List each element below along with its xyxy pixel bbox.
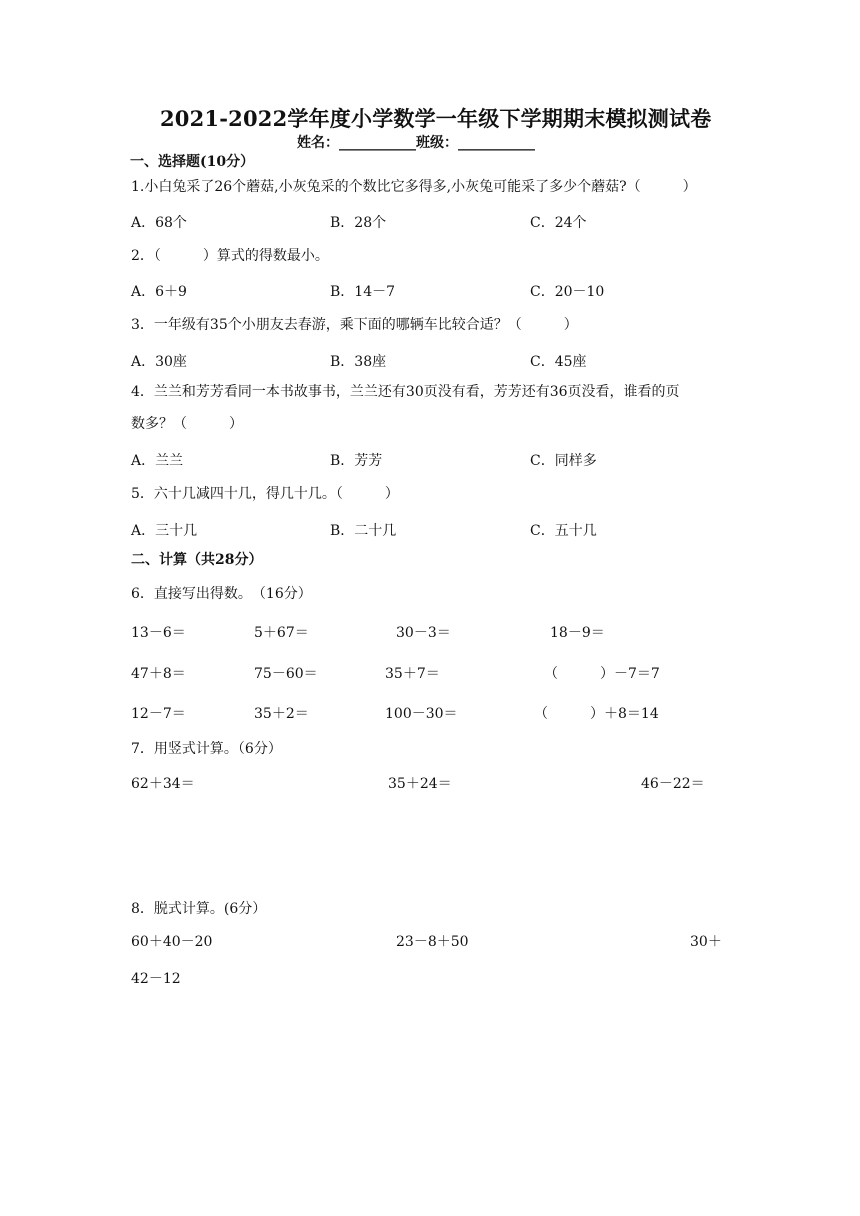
step-calc-item: 30＋ [690,934,722,950]
mental-calc-item: 35＋7＝ [385,666,440,682]
mental-calc-item: 13－6＝ [131,625,186,641]
question-1-text: 1.小白兔采了26个蘑菇,小灰兔采的个数比它多得多,小灰兔可能采了多少个蘑菇?（ ） [131,179,697,195]
question-3-option-a: A．30座 [131,354,187,370]
mental-calc-item: （ ）＋8＝14 [534,706,659,722]
vertical-calc-item: 46－22＝ [641,776,705,792]
question-1-option-a: A．68个 [131,215,187,231]
step-calc-item: 60＋40－20 [131,934,213,950]
mental-calc-item: 18－9＝ [550,625,605,641]
vertical-calc-item: 35＋24＝ [388,776,452,792]
question-8-text: 8．脱式计算。(6分） [131,901,267,917]
question-2-option-c: C．20－10 [530,284,605,300]
mental-calc-item: （ ）－7＝7 [544,666,660,682]
question-2-option-b: B．14－7 [330,284,396,300]
question-4-option-c: C．同样多 [530,453,597,469]
section-1-heading: 一、选择题(10分） [130,154,255,170]
question-1-option-c: C．24个 [530,215,587,231]
step-calc-item: 23－8＋50 [396,934,469,950]
question-4-text-line-1: 4．兰兰和芳芳看同一本书故事书，兰兰还有30页没有看，芳芳还有36页没看，谁看的页 [131,384,680,400]
exam-title: 2021-2022学年度小学数学一年级下学期期末模拟测试卷 [160,106,712,131]
step-calc-item-wrap: 42－12 [131,971,181,987]
question-4-option-b: B．芳芳 [330,453,383,469]
question-6-text: 6．直接写出得数。 （16分） [131,586,312,602]
question-3-option-b: B．38座 [330,354,387,370]
question-7-text: 7．用竖式计算。（6分） [131,741,282,757]
question-5-text: 5．六十几减四十几，得几十几。（ ） [131,486,399,502]
question-4-option-a: A．兰兰 [131,453,184,469]
question-5-option-c: C．五十几 [530,523,597,539]
mental-calc-item: 30－3＝ [396,625,451,641]
question-3-text: 3．一年级有35个小朋友去春游，乘下面的哪辆车比较合适？（ ） [131,317,578,333]
question-1-option-b: B．28个 [330,215,387,231]
mental-calc-item: 35＋2＝ [254,706,309,722]
mental-calc-item: 5＋67＝ [254,625,309,641]
vertical-calc-item: 62＋34＝ [131,776,195,792]
mental-calc-item: 12－7＝ [131,706,186,722]
name-class-line: 姓名：___________班级：___________ [297,135,535,151]
question-4-text-line-2: 数多？（ ） [131,416,243,432]
question-5-option-a: A．三十几 [131,523,198,539]
mental-calc-item: 75－60＝ [254,666,318,682]
mental-calc-item: 100－30＝ [385,706,458,722]
question-2-option-a: A．6＋9 [131,284,187,300]
question-5-option-b: B．二十几 [330,523,397,539]
question-2-text: 2．（ ）算式的得数最小。 [131,248,329,264]
mental-calc-item: 47＋8＝ [131,666,186,682]
question-3-option-c: C．45座 [530,354,587,370]
section-2-heading: 二、计算（共28分） [131,552,263,568]
